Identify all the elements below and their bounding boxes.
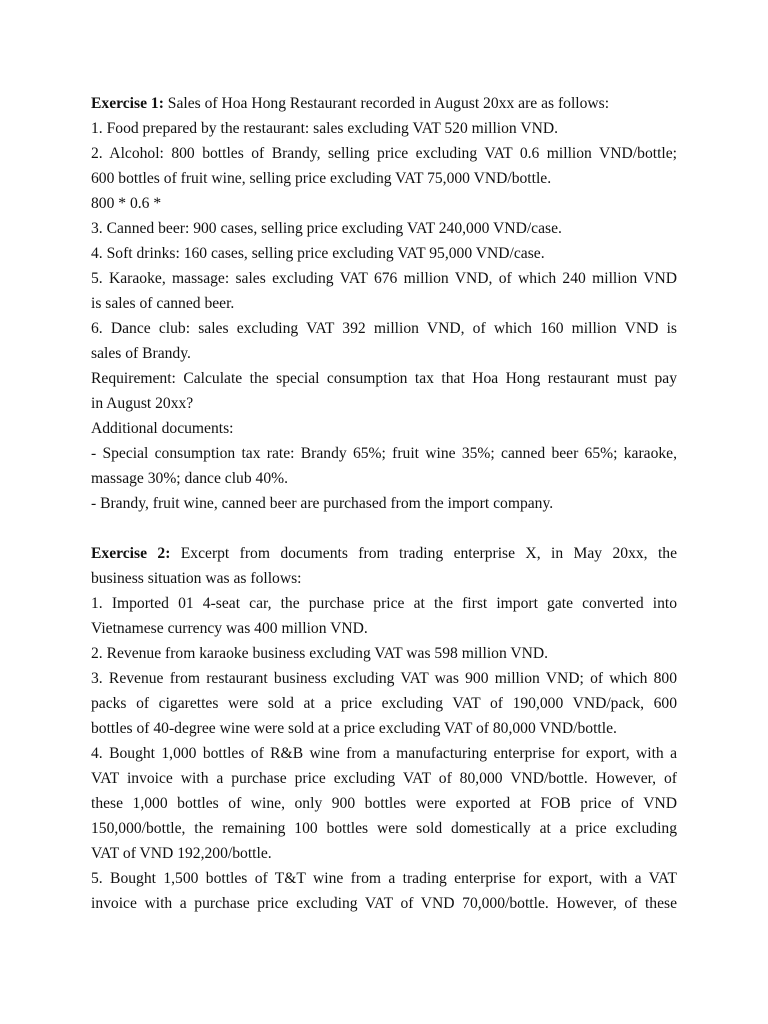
exercise1-item2-cont: 600 bottles of fruit wine, selling price excluding VAT 75,000 VND/bottle. [91,170,552,187]
exercise1-heading: Exercise 1: [91,95,164,112]
exercise1-item1: 1. Food prepared by the restaurant: sales excluding VAT 520 million VND. [91,120,559,137]
exercise2-item3-cont2: bottles of 40-degree wine were sold at a price excluding VAT of 80,000 VND/bottle. [91,720,617,737]
exercise2-item1: 1. Imported 01 4-seat car, the purchase price at the first import gate converted into [91,595,677,612]
exercise2-item4: 4. Bought 1,000 bottles of R&B wine from a manufacturing enterprise for export, with a [91,745,677,762]
exercise2-item4-cont2: these 1,000 bottles of wine, only 900 bottles were exported at FOB price of VND [91,795,677,812]
exercise2-heading: Exercise 2: [91,545,171,562]
exercise1-item3: 3. Canned beer: 900 cases, selling price excluding VAT 240,000 VND/case. [91,220,562,237]
exercise1-requirement: Requirement: Calculate the special consumption tax that Hoa Hong restaurant must pay [91,370,677,387]
exercise1-additional-heading: Additional documents: [91,420,234,437]
exercise1-item5: 5. Karaoke, massage: sales excluding VAT 676 million VND, of which 240 million VND [91,270,677,287]
exercise2-item3: 3. Revenue from restaurant business excluding VAT was 900 million VND; of which 800 [91,670,677,687]
exercise1-requirement-cont: in August 20xx? [91,395,194,412]
exercise1-intro: Sales of Hoa Hong Restaurant recorded in August 20xx are as follows: [163,95,610,112]
exercise2-item5-cont: invoice with a purchase price excluding VAT of VND 70,000/bottle. However, of these [91,895,677,912]
exercise1-item5-cont: is sales of canned beer. [91,295,235,312]
exercise1-item4: 4. Soft drinks: 160 cases, selling price excluding VAT 95,000 VND/case. [91,245,545,262]
exercise1-item6: 6. Dance club: sales excluding VAT 392 million VND, of which 160 million VND is [91,320,677,337]
exercise1-tax-rates: - Special consumption tax rate: Brandy 65%; fruit wine 35%; canned beer 65%; karaoke, [91,445,677,462]
exercise2-item1-cont: Vietnamese currency was 400 million VND. [91,620,368,637]
exercise1-tax-rates-cont: massage 30%; dance club 40%. [91,470,289,487]
exercise2-intro-cont: business situation was as follows: [91,570,302,587]
exercise1-title-line [91,91,677,116]
exercise2-item4-cont4: VAT of VND 192,200/bottle. [91,845,272,862]
exercise1-import-note: - Brandy, fruit wine, canned beer are purchased from the import company. [91,495,554,512]
exercise2-intro: Excerpt from documents from trading enterprise X, in May 20xx, the [170,545,677,562]
exercise1-item6-cont: sales of Brandy. [91,345,191,362]
exercise2-item3-cont1: packs of cigarettes were sold at a price excluding VAT of 190,000 VND/pack, 600 [91,695,677,712]
exercise2-item4-cont3: 150,000/bottle, the remaining 100 bottles were sold domestically at a price excluding [91,820,677,837]
exercise2-item2: 2. Revenue from karaoke business excluding VAT was 598 million VND. [91,645,549,662]
exercise2-item4-cont1: VAT invoice with a purchase price excluding VAT of 80,000 VND/bottle. However, of [91,770,677,787]
exercise1-item2: 2. Alcohol: 800 bottles of Brandy, selling price excluding VAT 0.6 million VND/bottle; [91,145,677,162]
exercise1-calc-note: 800 * 0.6 * [91,195,162,212]
section-spacer [91,516,677,541]
exercise2-item5: 5. Bought 1,500 bottles of T&T wine from a trading enterprise for export, with a VAT [91,870,677,887]
exercise2-title-line [91,541,677,566]
